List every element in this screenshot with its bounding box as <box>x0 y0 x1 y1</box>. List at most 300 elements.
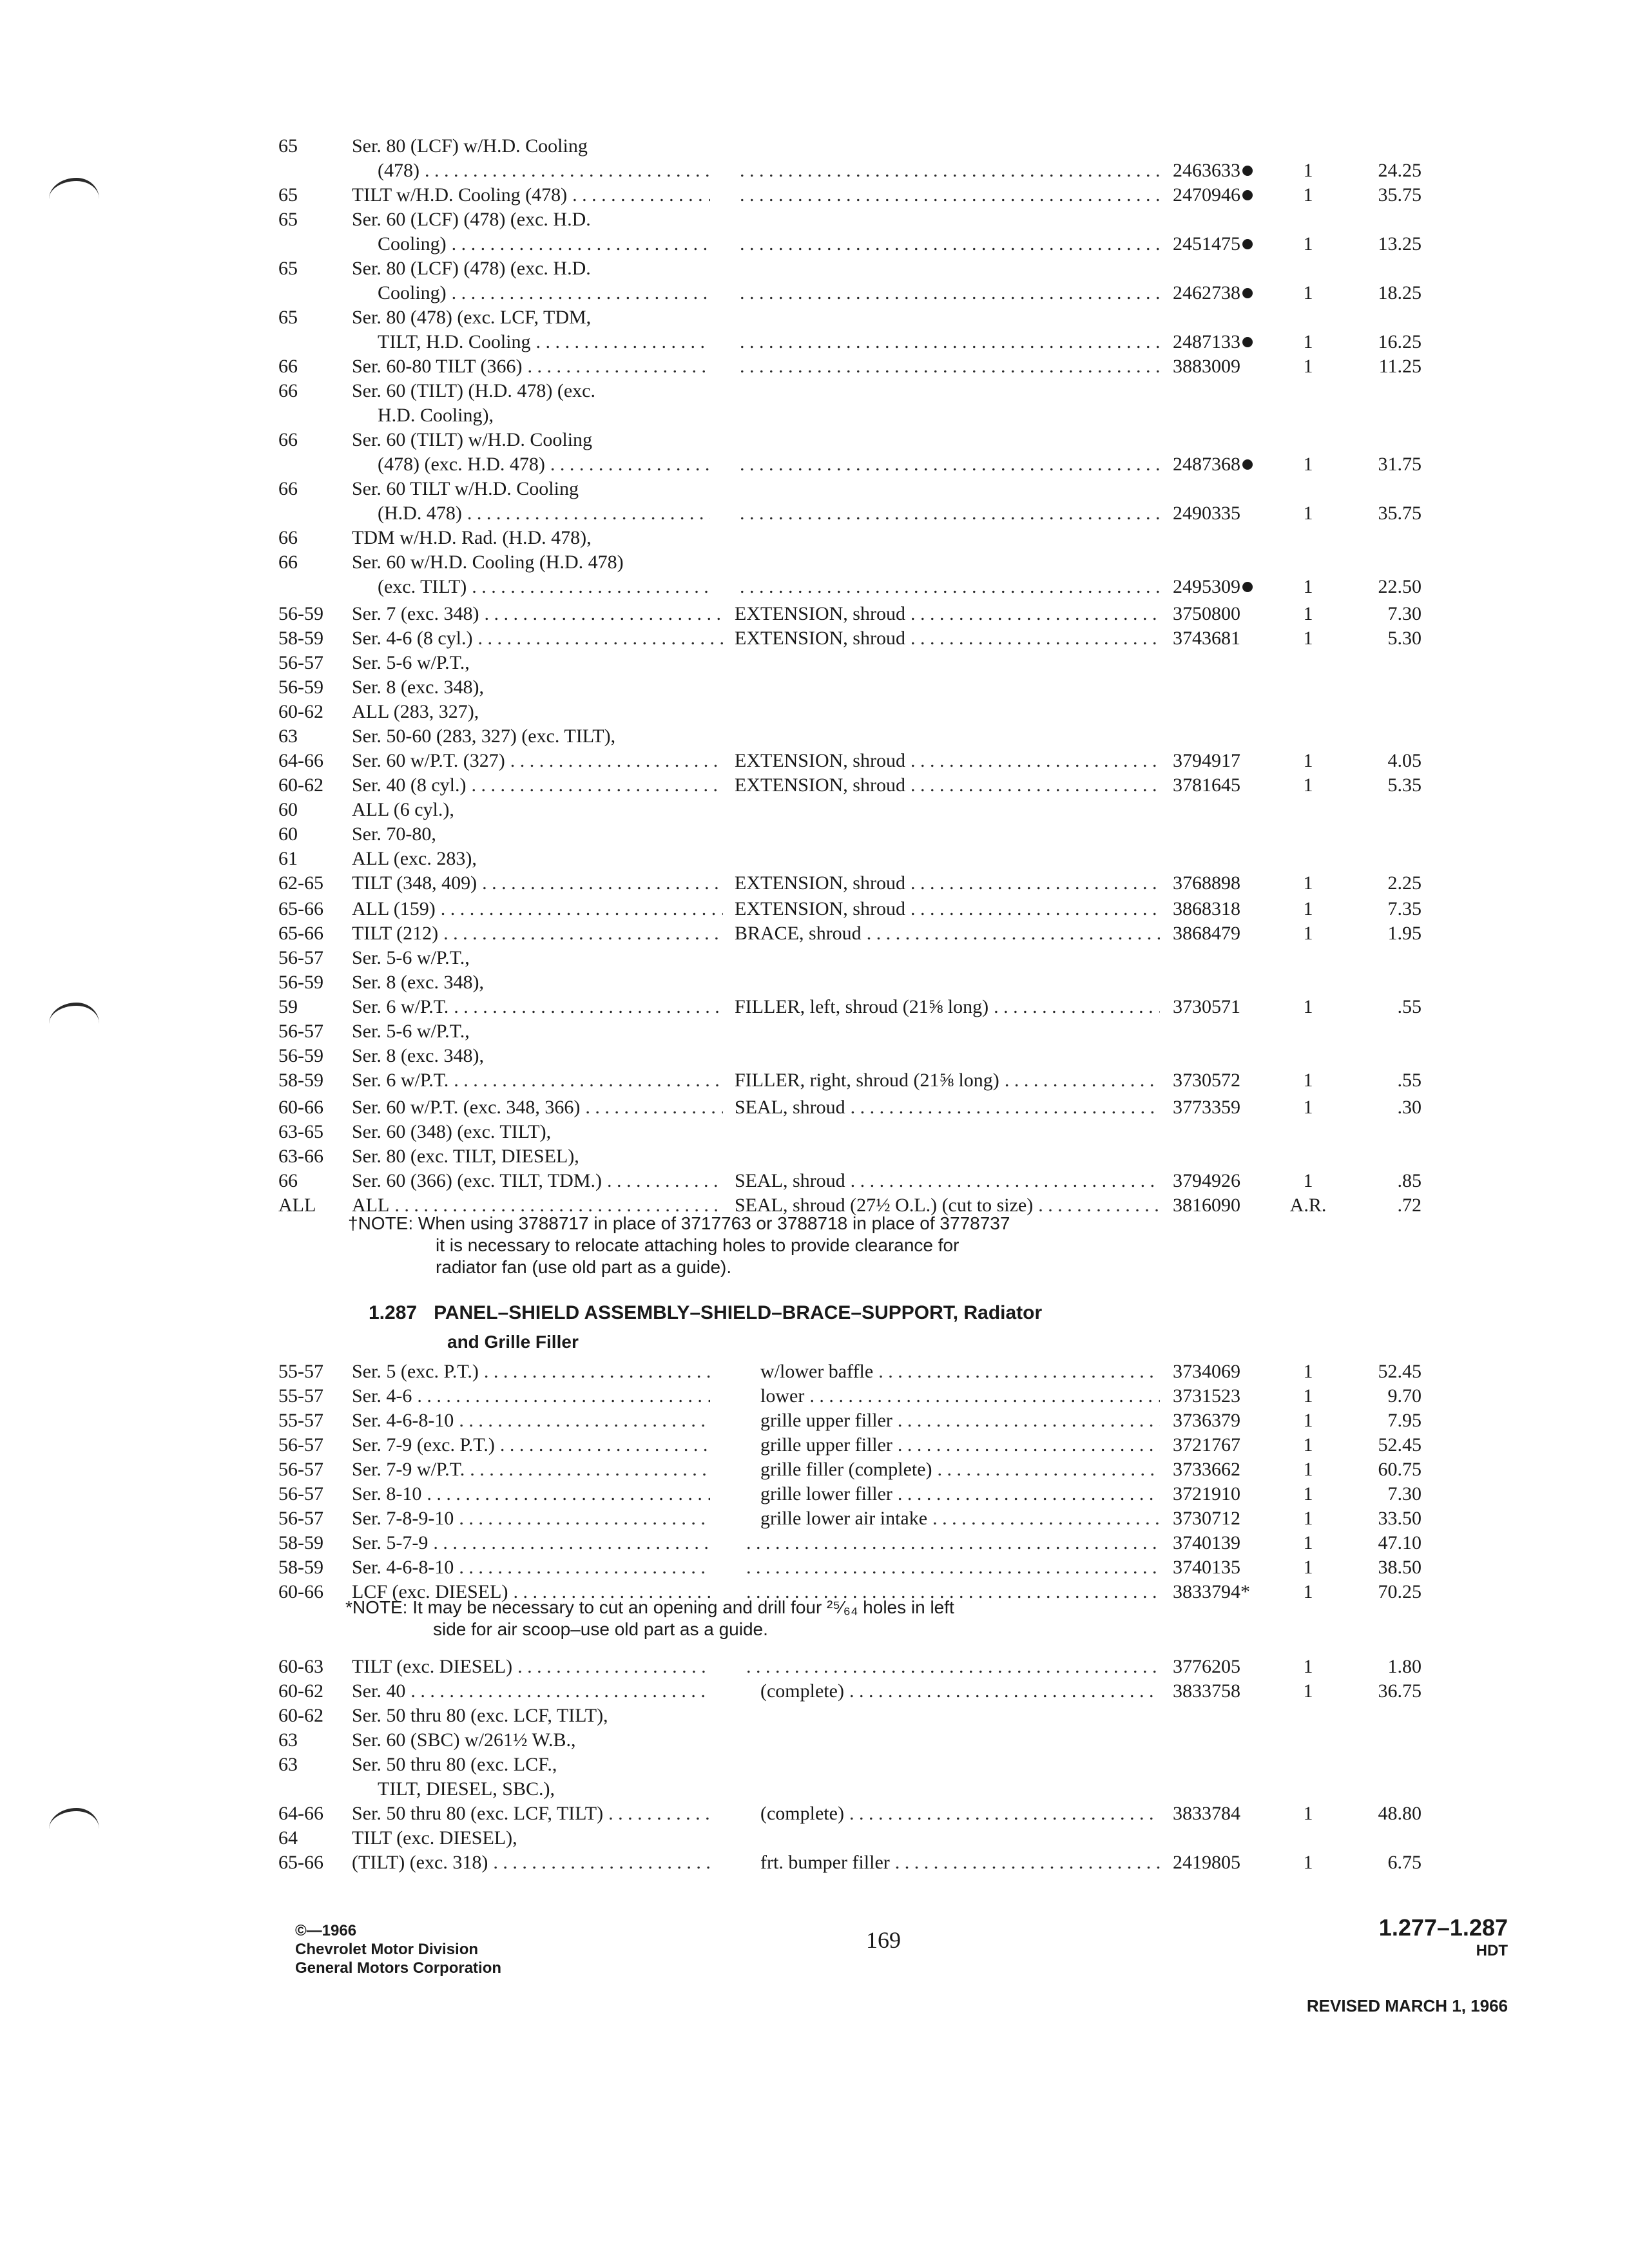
price-cell: 2.25 <box>1387 872 1422 894</box>
part-number-cell <box>1173 749 1240 773</box>
description-cell: EXTENSION, shroud <box>735 628 905 649</box>
price-cell: 4.05 <box>1387 750 1422 771</box>
model-cell: Ser. 40 <box>352 1680 406 1702</box>
table-row <box>0 1384 1629 1408</box>
table-row <box>0 1120 1629 1144</box>
year-cell: 60-63 <box>278 1656 323 1677</box>
part-number-cell <box>1173 452 1253 477</box>
quantity-cell: 1 <box>1303 1410 1313 1431</box>
part-number-cell <box>1173 871 1240 896</box>
dot-leader <box>585 1095 723 1120</box>
year-cell: 63-65 <box>278 1121 323 1142</box>
year-cell: 60-62 <box>278 1705 323 1726</box>
model-cell: Ser. 60 w/P.T. (327) <box>352 750 505 771</box>
table-row <box>0 501 1629 526</box>
bullet-mark-icon <box>1242 166 1253 176</box>
quantity-cell: 1 <box>1303 1680 1313 1702</box>
model-cell: Ser. 60 TILT w/H.D. Cooling <box>352 478 579 499</box>
dot-leader <box>452 281 710 305</box>
part-number: 3736379 <box>1173 1410 1240 1431</box>
part-number: 3776205 <box>1173 1656 1240 1677</box>
model-cell: Ser. 4-6-8-10 <box>352 1410 454 1431</box>
price-cell: 48.80 <box>1378 1803 1422 1824</box>
description-cell: EXTENSION, shroud <box>735 774 905 796</box>
part-number-cell <box>1173 1580 1250 1604</box>
quantity-cell: 1 <box>1303 1803 1313 1824</box>
part-number: 3816090 <box>1173 1195 1240 1216</box>
part-number: 3721910 <box>1173 1483 1240 1504</box>
year-cell: 66 <box>278 478 298 499</box>
year-cell: 65 <box>278 135 298 157</box>
table-row <box>0 1777 1629 1802</box>
dot-leader <box>433 1531 710 1555</box>
dot-leader <box>510 749 723 773</box>
division-name: Chevrolet Motor Division <box>295 1941 479 1958</box>
table-row <box>0 232 1629 256</box>
dot-leader <box>994 995 1160 1019</box>
dot-leader <box>878 1360 1160 1384</box>
table-row <box>0 822 1629 847</box>
part-number: 3721767 <box>1173 1434 1240 1456</box>
part-number: 3833784 <box>1173 1803 1240 1824</box>
year-cell: 65-66 <box>278 1852 323 1873</box>
bullet-mark-icon <box>1242 190 1253 200</box>
dot-leader <box>740 183 1160 207</box>
price-cell: 22.50 <box>1378 576 1422 597</box>
dot-leader <box>477 626 723 651</box>
part-number-cell <box>1173 354 1240 379</box>
model-cell: (exc. TILT) <box>378 576 467 597</box>
model-cell: TDM w/H.D. Rad. (H.D. 478), <box>352 527 592 548</box>
dot-leader <box>911 602 1160 626</box>
model-cell: Ser. 40 (8 cyl.) <box>352 774 467 796</box>
dot-leader <box>493 1850 710 1875</box>
model-cell: Ser. 60 (LCF) (478) (exc. H.D. <box>352 209 591 230</box>
quantity-cell: 1 <box>1303 1097 1313 1118</box>
dot-leader <box>867 921 1160 946</box>
price-cell: 33.50 <box>1378 1508 1422 1529</box>
quantity-cell: 1 <box>1303 503 1313 524</box>
price-cell: 11.25 <box>1378 356 1422 377</box>
table-row <box>0 1482 1629 1506</box>
table-row <box>0 1531 1629 1555</box>
year-cell: 56-57 <box>278 1459 323 1480</box>
year-cell: 65-66 <box>278 923 323 944</box>
dot-leader <box>482 871 723 896</box>
description-cell: BRACE, shroud <box>735 923 862 944</box>
table-row <box>0 379 1629 403</box>
price-cell: 1.80 <box>1387 1656 1422 1677</box>
model-cell: TILT (exc. DIESEL) <box>352 1656 513 1677</box>
year-cell: 61 <box>278 848 298 869</box>
dot-leader <box>740 575 1160 599</box>
price-cell: 24.25 <box>1378 160 1422 181</box>
revision-date: REVISED MARCH 1, 1966 <box>1306 1996 1508 2015</box>
quantity-cell: 1 <box>1303 282 1313 303</box>
note-label: *NOTE: <box>345 1597 408 1617</box>
part-number: 3743681 <box>1173 628 1240 649</box>
dot-leader <box>607 1169 723 1193</box>
bullet-mark-icon <box>1242 288 1253 298</box>
dot-leader <box>459 1555 710 1580</box>
part-number: 2495309 <box>1173 576 1240 597</box>
part-number-cell <box>1173 1433 1240 1457</box>
dot-leader <box>911 897 1160 921</box>
table-row <box>0 1408 1629 1433</box>
part-number: 3750800 <box>1173 603 1240 624</box>
dot-leader <box>911 626 1160 651</box>
dot-leader <box>911 749 1160 773</box>
part-number-cell <box>1173 281 1253 305</box>
model-cell: H.D. Cooling), <box>378 405 494 426</box>
quantity-cell: 1 <box>1303 1483 1313 1504</box>
dot-leader <box>452 232 710 256</box>
table-row <box>0 1802 1629 1826</box>
table-row <box>0 1753 1629 1777</box>
price-cell: 7.95 <box>1387 1410 1422 1431</box>
part-number-cell <box>1173 159 1253 183</box>
part-number: 3731523 <box>1173 1385 1240 1407</box>
table-row <box>0 724 1629 749</box>
model-cell: (H.D. 478) <box>378 503 462 524</box>
dot-leader <box>740 501 1160 526</box>
price-cell: 16.25 <box>1378 331 1422 352</box>
model-cell: Ser. 6 w/P.T. <box>352 1070 449 1091</box>
description-cell: (complete) <box>760 1680 844 1702</box>
part-number: 3730571 <box>1173 996 1240 1017</box>
part-number: 3781645 <box>1173 774 1240 796</box>
dot-leader <box>454 1068 723 1093</box>
model-cell: LCF (exc. DIESEL) <box>352 1581 508 1602</box>
table-row <box>0 550 1629 575</box>
dot-leader <box>895 1850 1160 1875</box>
quantity-cell: 1 <box>1303 576 1313 597</box>
model-cell: Ser. 8 (exc. 348), <box>352 972 484 993</box>
quantity-cell: 1 <box>1303 996 1313 1017</box>
model-cell: Ser. 8-10 <box>352 1483 422 1504</box>
part-number-cell <box>1173 232 1253 256</box>
model-cell: Ser. 60 (348) (exc. TILT), <box>352 1121 552 1142</box>
description-cell: grille upper filler <box>760 1434 892 1456</box>
part-number: 2463633 <box>1173 160 1240 181</box>
year-cell: 58-59 <box>278 1070 323 1091</box>
year-cell: 56-59 <box>278 1045 323 1066</box>
part-number: 2490335 <box>1173 503 1240 524</box>
table-row <box>0 1826 1629 1850</box>
year-cell: 66 <box>278 527 298 548</box>
price-cell: 1.95 <box>1387 923 1422 944</box>
dot-leader <box>849 1802 1160 1826</box>
quantity-cell: 1 <box>1303 1170 1313 1191</box>
year-cell: 65 <box>278 184 298 206</box>
table-row <box>0 1044 1629 1068</box>
price-cell: 52.45 <box>1378 1361 1422 1382</box>
part-number-cell <box>1173 1384 1240 1408</box>
part-number: 3833758 <box>1173 1680 1240 1702</box>
dot-leader <box>740 452 1160 477</box>
model-cell: ALL (6 cyl.), <box>352 799 454 820</box>
year-cell: 65 <box>278 307 298 328</box>
model-cell: Ser. 60 w/P.T. (exc. 348, 366) <box>352 1097 581 1118</box>
model-cell: Ser. 80 (exc. TILT, DIESEL), <box>352 1146 579 1167</box>
model-cell: Ser. 80 (LCF) (478) (exc. H.D. <box>352 258 591 279</box>
model-cell: TILT (348, 409) <box>352 872 477 894</box>
price-cell: .85 <box>1397 1170 1422 1191</box>
dot-leader <box>740 281 1160 305</box>
table-row <box>0 575 1629 599</box>
part-number: 3733662 <box>1173 1459 1240 1480</box>
part-number-cell <box>1173 921 1240 946</box>
year-cell: 65 <box>278 258 298 279</box>
table-row <box>0 477 1629 501</box>
model-cell: Ser. 60 w/H.D. Cooling (H.D. 478) <box>352 552 624 573</box>
section-heading <box>369 1300 1042 1326</box>
price-cell: 60.75 <box>1378 1459 1422 1480</box>
table-row <box>0 921 1629 946</box>
year-cell: 58-59 <box>278 1557 323 1578</box>
table-row <box>0 452 1629 477</box>
dot-leader <box>1038 1193 1160 1218</box>
description-cell: SEAL, shroud (27½ O.L.) (cut to size) <box>735 1195 1034 1216</box>
year-cell: 65 <box>278 209 298 230</box>
table-row <box>0 798 1629 822</box>
table-row <box>0 995 1629 1019</box>
table-row <box>0 700 1629 724</box>
table-row <box>0 1019 1629 1044</box>
model-cell: Ser. 6 w/P.T. <box>352 996 449 1017</box>
price-cell: 31.75 <box>1378 454 1422 475</box>
part-number: 3833794* <box>1173 1581 1250 1602</box>
table-row <box>0 183 1629 207</box>
table-row <box>0 749 1629 773</box>
quantity-cell: 1 <box>1303 1508 1313 1529</box>
part-number: 2462738 <box>1173 282 1240 303</box>
year-cell: 60 <box>278 823 298 845</box>
part-number-cell <box>1173 1169 1240 1193</box>
price-cell: 36.75 <box>1378 1680 1422 1702</box>
dot-leader <box>740 232 1160 256</box>
description-cell: w/lower baffle <box>760 1361 874 1382</box>
part-number-cell <box>1173 1531 1240 1555</box>
part-number-cell <box>1173 1193 1240 1218</box>
dot-leader <box>484 1360 710 1384</box>
part-number-cell <box>1173 575 1253 599</box>
quantity-cell: 1 <box>1303 1656 1313 1677</box>
dot-leader <box>536 330 711 354</box>
part-number-cell <box>1173 1095 1240 1120</box>
model-cell: Ser. 60 (TILT) (H.D. 478) (exc. <box>352 380 595 401</box>
dot-leader <box>417 1384 710 1408</box>
year-cell: 60 <box>278 799 298 820</box>
year-cell: 64 <box>278 1827 298 1849</box>
model-cell: Ser. 4-6 <box>352 1385 412 1407</box>
year-cell: 56-57 <box>278 1021 323 1042</box>
table-row <box>0 871 1629 896</box>
section-range: 1.277–1.287 <box>1378 1914 1508 1941</box>
model-cell: ALL (159) <box>352 898 436 919</box>
description-cell: SEAL, shroud <box>735 1170 845 1191</box>
part-number-cell <box>1173 501 1240 526</box>
description-cell: SEAL, shroud <box>735 1097 845 1118</box>
dot-leader <box>527 354 710 379</box>
quantity-cell: 1 <box>1303 356 1313 377</box>
page-number: 169 <box>866 1927 901 1953</box>
price-cell: 5.30 <box>1387 628 1422 649</box>
quantity-cell: 1 <box>1303 774 1313 796</box>
year-cell: 66 <box>278 552 298 573</box>
section-number: 1.287 <box>369 1302 418 1323</box>
year-cell: 66 <box>278 429 298 450</box>
dot-leader <box>809 1384 1160 1408</box>
dot-leader <box>740 354 1160 379</box>
quantity-cell: 1 <box>1303 1581 1313 1602</box>
quantity-cell: 1 <box>1303 1852 1313 1873</box>
price-cell: .30 <box>1397 1097 1422 1118</box>
model-cell: ALL (exc. 283), <box>352 848 477 869</box>
model-cell: Cooling) <box>378 233 447 255</box>
price-cell: 13.25 <box>1378 233 1422 255</box>
model-cell: Ser. 60 (TILT) w/H.D. Cooling <box>352 429 593 450</box>
quantity-cell: 1 <box>1303 1434 1313 1456</box>
quantity-cell: 1 <box>1303 603 1313 624</box>
price-cell: 52.45 <box>1378 1434 1422 1456</box>
model-cell: Ser. 7 (exc. 348) <box>352 603 479 624</box>
price-cell: 6.75 <box>1387 1852 1422 1873</box>
description-cell: FILLER, left, shroud (21⅝ long) <box>735 996 989 1017</box>
quantity-cell: 1 <box>1303 233 1313 255</box>
part-number-cell <box>1173 1360 1240 1384</box>
year-cell: 56-57 <box>278 947 323 968</box>
model-cell: TILT (212) <box>352 923 439 944</box>
table-row <box>0 256 1629 281</box>
dot-leader <box>427 1482 710 1506</box>
model-cell: Ser. 60 (366) (exc. TILT, TDM.) <box>352 1170 602 1191</box>
model-cell: (478) (exc. H.D. 478) <box>378 454 545 475</box>
dot-leader <box>484 602 723 626</box>
model-cell: TILT (exc. DIESEL), <box>352 1827 517 1849</box>
year-cell: 56-57 <box>278 652 323 673</box>
description-cell: grille lower air intake <box>760 1508 928 1529</box>
year-cell: 60-62 <box>278 774 323 796</box>
table-row <box>0 773 1629 798</box>
table-row <box>0 1655 1629 1679</box>
division-code: HDT <box>1476 1942 1508 1959</box>
dot-leader <box>849 1679 1160 1704</box>
dot-leader <box>898 1433 1160 1457</box>
dot-leader <box>898 1408 1160 1433</box>
note-text-line: It may be necessary to cut an opening and drill four ²⁵⁄₆₄ holes in left <box>412 1597 954 1617</box>
dot-leader <box>851 1095 1160 1120</box>
quantity-cell: 1 <box>1303 454 1313 475</box>
part-number-cell <box>1173 995 1240 1019</box>
part-number: 3868479 <box>1173 923 1240 944</box>
part-number-cell <box>1173 1482 1240 1506</box>
part-number: 3883009 <box>1173 356 1240 377</box>
part-number-cell <box>1173 602 1240 626</box>
dot-leader <box>740 330 1160 354</box>
model-cell: Ser. 50 thru 80 (exc. LCF., <box>352 1754 557 1775</box>
description-cell: grille filler (complete) <box>760 1459 932 1480</box>
quantity-cell: 1 <box>1303 331 1313 352</box>
price-cell: 7.30 <box>1387 603 1422 624</box>
table-row <box>0 428 1629 452</box>
note-text-line: When using 3788717 in place of 3717763 or 3788718 in place of 3778737 <box>418 1213 1010 1233</box>
year-cell: 58-59 <box>278 1532 323 1553</box>
dot-leader <box>459 1408 710 1433</box>
table-row <box>0 675 1629 700</box>
description-cell: grille upper filler <box>760 1410 892 1431</box>
table-row <box>0 1144 1629 1169</box>
model-cell: Ser. 7-9 w/P.T. <box>352 1459 465 1480</box>
part-number: 3740135 <box>1173 1557 1240 1578</box>
table-row <box>0 626 1629 651</box>
section-title-suffix: Radiator <box>963 1302 1043 1323</box>
year-cell: 60-66 <box>278 1097 323 1118</box>
year-cell: 56-57 <box>278 1483 323 1504</box>
dot-leader <box>740 159 1160 183</box>
dot-leader <box>572 183 710 207</box>
table-row <box>0 1068 1629 1093</box>
year-cell: 55-57 <box>278 1410 323 1431</box>
year-cell: 56-59 <box>278 603 323 624</box>
part-number-cell <box>1173 626 1240 651</box>
year-cell: 63-66 <box>278 1146 323 1167</box>
table-row <box>0 134 1629 159</box>
table-row <box>0 159 1629 183</box>
part-number-cell <box>1173 1679 1240 1704</box>
part-number: 3794917 <box>1173 750 1240 771</box>
model-cell: Ser. 70-80, <box>352 823 436 845</box>
quantity-cell: 1 <box>1303 1385 1313 1407</box>
year-cell: 60-66 <box>278 1581 323 1602</box>
note-text-line: radiator fan (use old part as a guide). <box>436 1257 732 1277</box>
table-row <box>0 1433 1629 1457</box>
table-row <box>0 1095 1629 1120</box>
year-cell: 64-66 <box>278 750 323 771</box>
dot-leader <box>550 452 710 477</box>
quantity-cell: 1 <box>1303 1532 1313 1553</box>
dot-leader <box>1005 1068 1160 1093</box>
section-title: PANEL–SHIELD ASSEMBLY–SHIELD–BRACE–SUPPORT, <box>434 1302 959 1323</box>
part-number-cell <box>1173 183 1253 207</box>
bullet-mark-icon <box>1242 239 1253 249</box>
dot-leader <box>472 575 710 599</box>
year-cell: 66 <box>278 1170 298 1191</box>
price-cell: 35.75 <box>1378 184 1422 206</box>
description-cell: (complete) <box>760 1803 844 1824</box>
price-cell: 7.35 <box>1387 898 1422 919</box>
model-cell: TILT, H.D. Cooling <box>378 331 531 352</box>
model-cell: Ser. 60-80 TILT (366) <box>352 356 523 377</box>
table-row <box>0 1679 1629 1704</box>
table-row <box>0 281 1629 305</box>
description-cell: EXTENSION, shroud <box>735 872 905 894</box>
part-number: 3868318 <box>1173 898 1240 919</box>
dot-leader <box>454 995 723 1019</box>
year-cell: 58-59 <box>278 628 323 649</box>
part-number: 3730572 <box>1173 1070 1240 1091</box>
quantity-cell: 1 <box>1303 160 1313 181</box>
table-row <box>0 1457 1629 1482</box>
year-cell: 56-57 <box>278 1434 323 1456</box>
dot-leader <box>932 1506 1160 1531</box>
part-number-cell <box>1173 1802 1240 1826</box>
bullet-mark-icon <box>1242 459 1253 470</box>
part-number-cell <box>1173 1555 1240 1580</box>
part-number: 2487368 <box>1173 454 1240 475</box>
publisher-block <box>295 1921 501 1977</box>
year-cell: ALL <box>278 1195 316 1216</box>
